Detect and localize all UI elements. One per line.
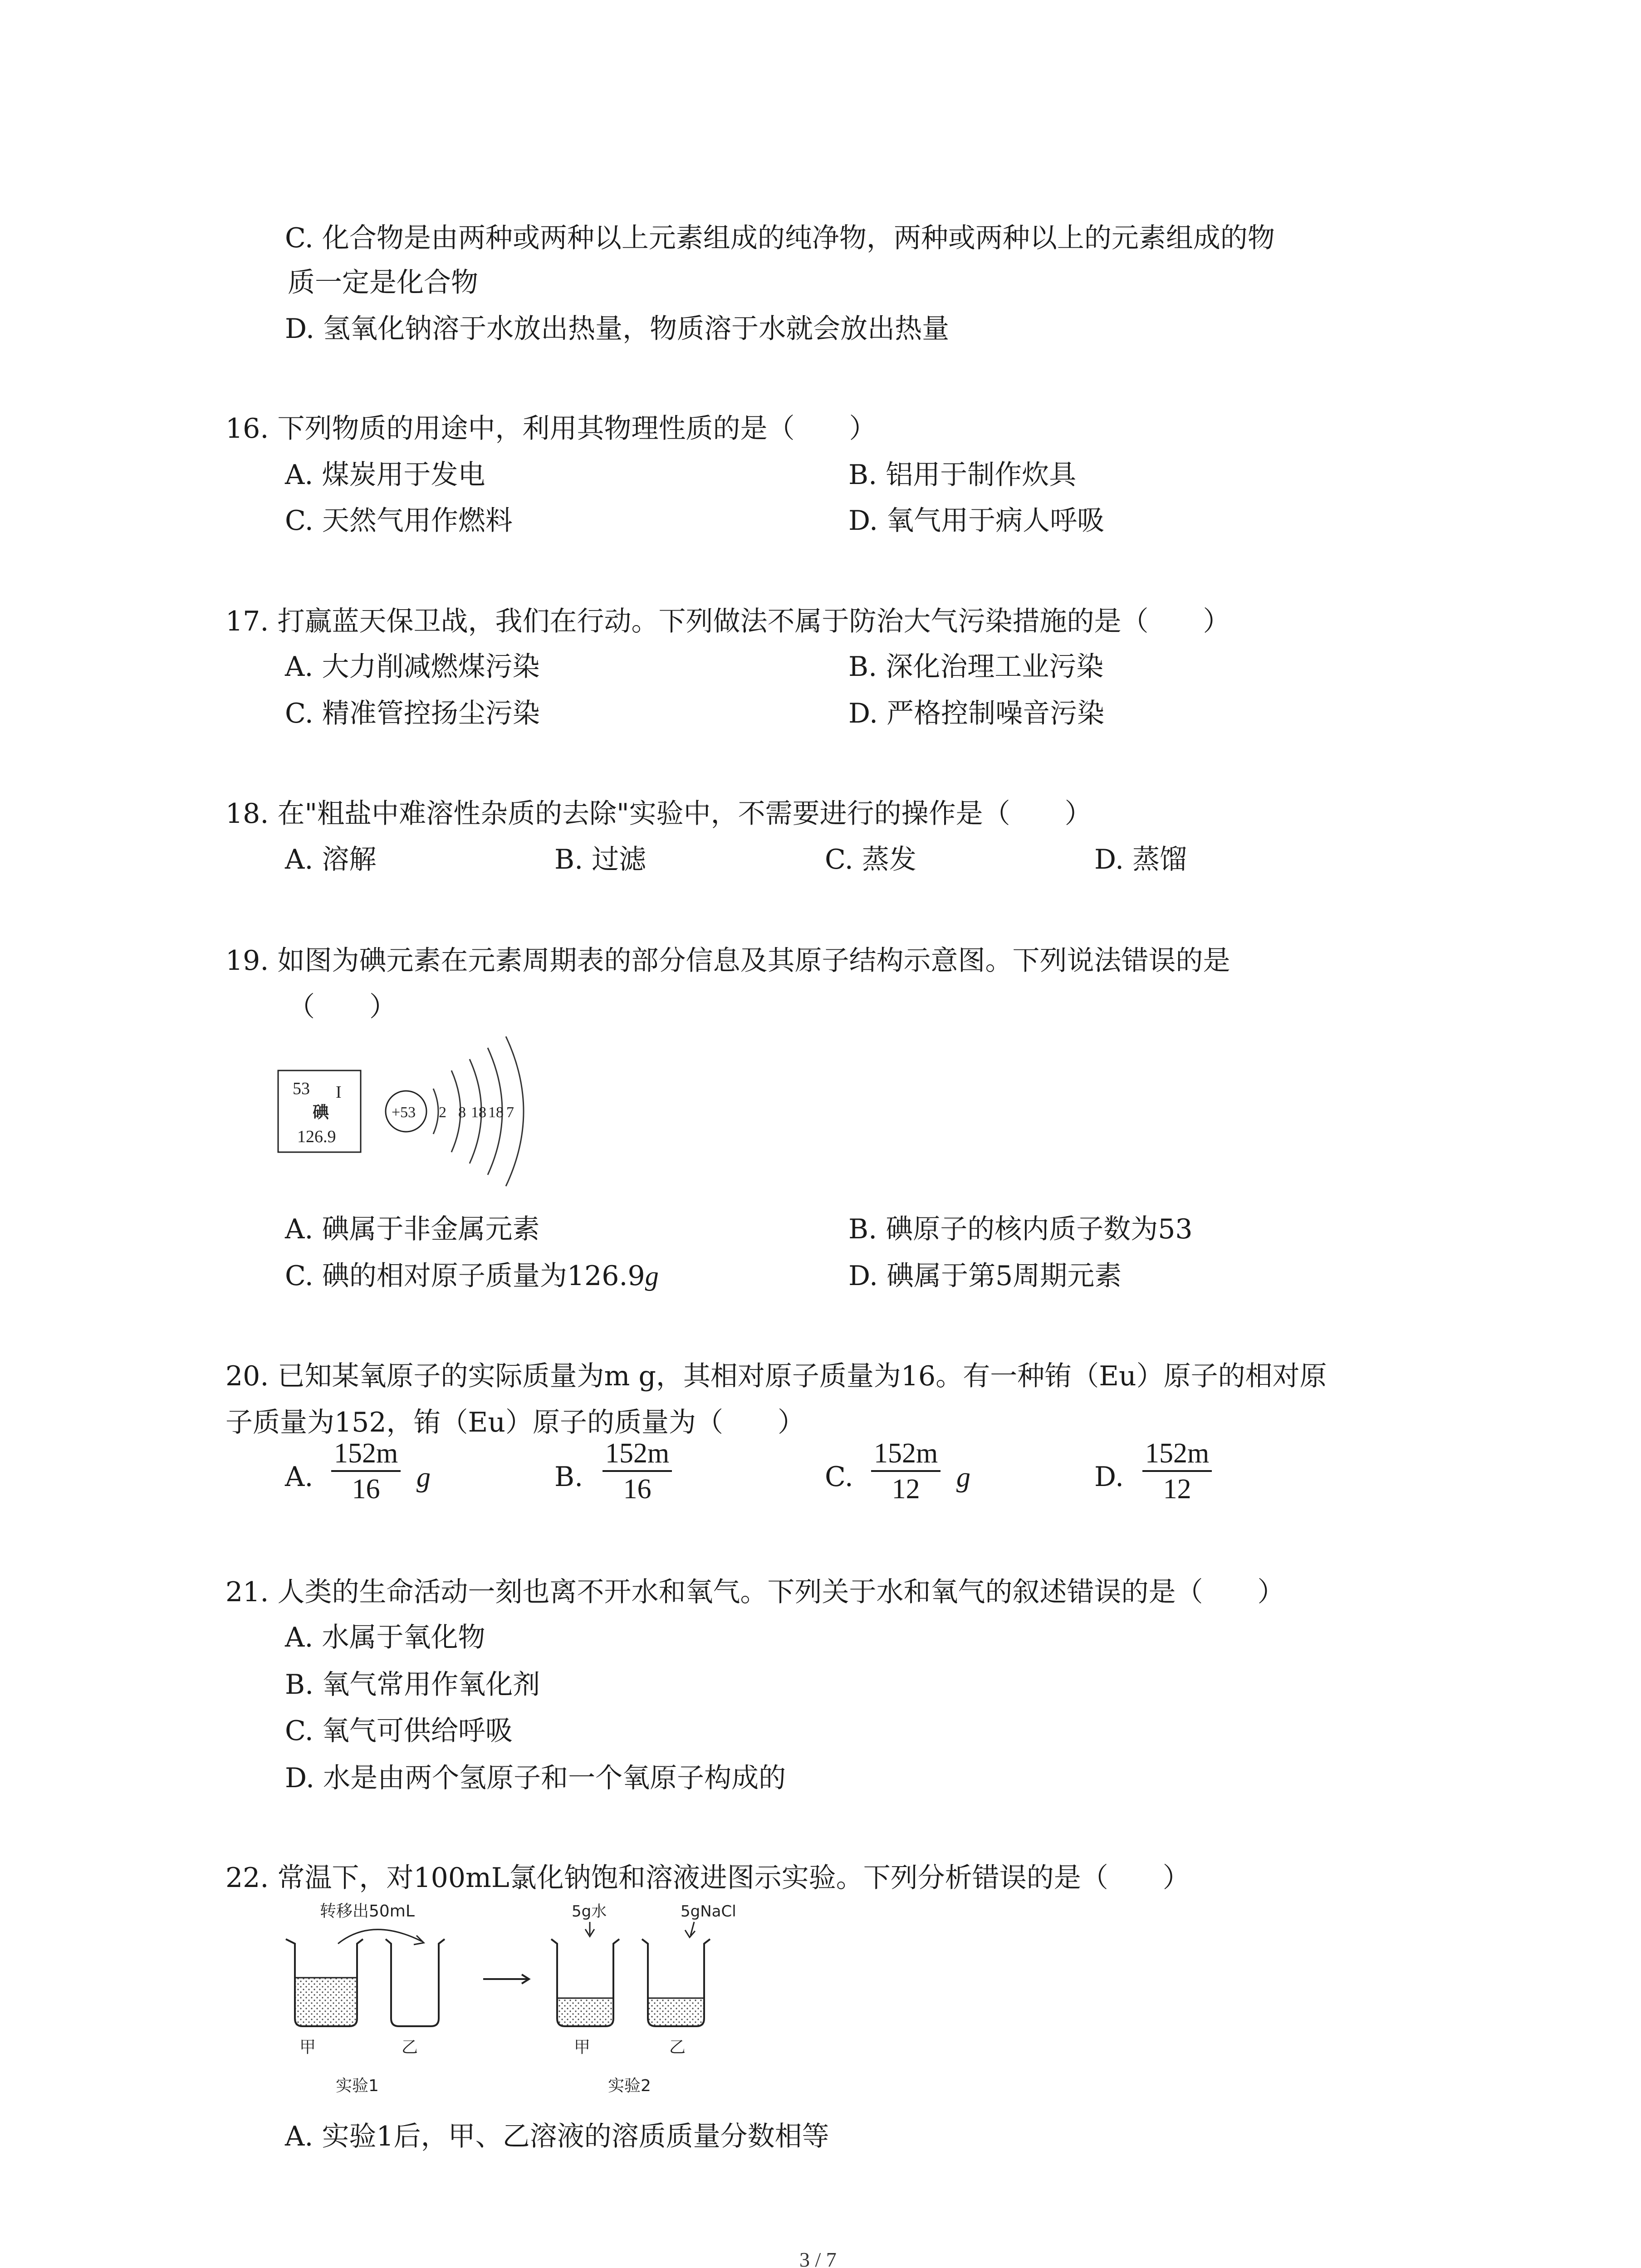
transfer-arrow: [338, 1930, 422, 1944]
q20-option-a-numerator: 152m: [334, 1438, 398, 1469]
q21-option-b: B. 氧气常用作氧化剂: [285, 1669, 540, 1701]
q20-option-d-denominator: 12: [1163, 1474, 1191, 1505]
nucleus-charge: +53: [392, 1104, 416, 1121]
q16-option-a: A. 煤炭用于发电: [285, 459, 485, 491]
fraction-bar: [331, 1470, 401, 1472]
q21-option-a: A. 水属于氧化物: [285, 1622, 485, 1653]
q20-option-a-unit: g: [416, 1462, 431, 1493]
q20-option-b-numerator: 152m: [605, 1438, 670, 1469]
q16-option-c: C. 天然气用作燃料: [285, 505, 513, 537]
q15-option-c-line1: C. 化合物是由两种或两种以上元素组成的纯净物，两种或两种以上的元素组成的物: [285, 222, 1275, 254]
q20-option-d-label: D.: [1094, 1461, 1124, 1493]
shell-count-3: 18: [471, 1104, 486, 1121]
beaker-yi-label-2: 乙: [669, 2038, 686, 2057]
q20-option-c-denominator: 12: [892, 1474, 920, 1505]
fraction-bar: [871, 1470, 941, 1472]
beaker-yi-label-1: 乙: [402, 2038, 418, 2057]
nacl-label: 5gNaCl: [681, 1902, 736, 1921]
experiment-1-label: 实验1: [336, 2077, 379, 2095]
q20-stem-line2: 子质量为152，铕（Eu）原子的质量为（ ）: [225, 1407, 805, 1438]
page-number: 3 / 7: [799, 2248, 837, 2268]
q19-option-a: A. 碘属于非金属元素: [285, 1213, 540, 1245]
q18-option-d: D. 蒸馏: [1094, 844, 1187, 875]
element-symbol: I: [336, 1083, 342, 1102]
q19-option-c: [285, 1262, 659, 1290]
q20-option-a-label: A.: [285, 1461, 314, 1493]
shell-count-5: 7: [506, 1104, 514, 1121]
q17-option-b: B. 深化治理工业污染: [848, 651, 1104, 683]
q16-stem: 16. 下列物质的用途中，利用其物理性质的是（ ）: [225, 413, 877, 445]
q20-stem-line1: 20. 已知某氧原子的实际质量为m g，其相对原子质量为16。有一种铕（Eu）原子的相对原: [225, 1360, 1327, 1392]
iodine-figure: [274, 1021, 556, 1193]
q20-option-d-fraction: [1142, 1439, 1212, 1504]
shell-count-4: 18: [488, 1104, 504, 1121]
q20-option-a-denominator: 16: [352, 1474, 380, 1505]
q20-option-a-fraction: [331, 1439, 401, 1504]
fraction-bar: [603, 1470, 672, 1472]
solution-jia-1: [296, 1978, 356, 2025]
solution-jia-2: [558, 1998, 612, 2025]
q19-stem-line2: （ ）: [288, 991, 397, 1023]
q19-option-b: B. 碘原子的核内质子数为53: [848, 1213, 1193, 1245]
q20-option-c-fraction: [871, 1439, 941, 1504]
shell-count-1: 2: [439, 1104, 446, 1121]
experiment-2-label: 实验2: [608, 2077, 651, 2095]
q15-option-d: D. 氢氧化钠溶于水放出热量，物质溶于水就会放出热量: [285, 313, 950, 345]
q21-option-c: C. 氧气可供给呼吸: [285, 1715, 513, 1747]
q17-option-c: C. 精准管控扬尘污染: [285, 698, 540, 729]
q18-option-c: C. 蒸发: [825, 844, 916, 875]
q19-stem-line1: 19. 如图为碘元素在元素周期表的部分信息及其原子结构示意图。下列说法错误的是: [225, 945, 1230, 977]
q20-option-b-denominator: 16: [623, 1474, 652, 1505]
q20-option-c-unit: g: [956, 1462, 970, 1493]
shell-arc-1: [433, 1089, 438, 1134]
q16-option-b: B. 铝用于制作炊具: [848, 459, 1077, 491]
q20-option-b-fraction: [603, 1439, 672, 1504]
atomic-number: 53: [293, 1079, 310, 1098]
transfer-label: 转移出50mL: [320, 1902, 415, 1921]
q20-option-c-numerator: 152m: [874, 1438, 938, 1469]
q15-option-c-line2: 质一定是化合物: [288, 267, 478, 298]
atomic-mass: 126.9: [297, 1127, 336, 1146]
shell-count-2: 8: [458, 1104, 466, 1121]
q18-option-a: A. 溶解: [285, 844, 377, 875]
q17-stem: 17. 打赢蓝天保卫战，我们在行动。下列做法不属于防治大气污染措施的是（ ）: [225, 606, 1230, 637]
q16-option-d: D. 氧气用于病人呼吸: [848, 505, 1105, 537]
beaker-yi-1: [386, 1939, 445, 2026]
element-name: 碘: [313, 1103, 329, 1122]
beaker-jia-label-2: 甲: [574, 2038, 591, 2057]
q20-option-d-numerator: 152m: [1145, 1438, 1210, 1469]
solution-experiment-figure: [272, 1898, 798, 2107]
q22-stem: 22. 常温下，对100mL氯化钠饱和溶液进图示实验。下列分析错误的是（ ）: [225, 1862, 1190, 1894]
q17-option-a: A. 大力削减燃煤污染: [285, 651, 540, 683]
water-label: 5g水: [572, 1902, 607, 1921]
q19-option-c-text: C. 碘的相对原子质量为126.9: [285, 1260, 645, 1292]
q18-option-b: B. 过滤: [554, 844, 647, 875]
beaker-jia-label-1: 甲: [299, 2038, 316, 2057]
q20-option-c-label: C.: [825, 1461, 853, 1493]
q22-option-a: A. 实验1后，甲、乙溶液的溶质质量分数相等: [285, 2121, 829, 2152]
q19-option-c-unit: g: [645, 1261, 659, 1291]
q21-option-d: D. 水是由两个氢原子和一个氧原子构成的: [285, 1762, 786, 1794]
fraction-bar: [1142, 1470, 1212, 1472]
q17-option-d: D. 严格控制噪音污染: [848, 698, 1105, 729]
solution-yi-2: [649, 1998, 703, 2025]
q19-option-d: D. 碘属于第5周期元素: [848, 1260, 1122, 1292]
q18-stem: 18. 在"粗盐中难溶性杂质的去除"实验中，不需要进行的操作是（ ）: [225, 798, 1092, 830]
q20-option-b-label: B.: [554, 1461, 583, 1493]
q21-stem: 21. 人类的生命活动一刻也离不开水和氧气。下列关于水和氧气的叙述错误的是（ ）: [225, 1576, 1285, 1608]
